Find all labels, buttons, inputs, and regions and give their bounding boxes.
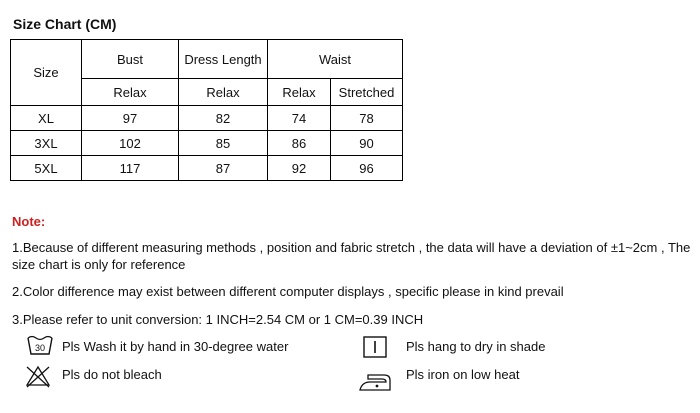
waist-relax-subheader: Relax — [268, 79, 331, 106]
waist-stretched-cell: 90 — [331, 131, 403, 156]
wash-temperature: 30 — [34, 343, 46, 353]
bust-cell: 102 — [82, 131, 179, 156]
bust-cell: 117 — [82, 156, 179, 181]
table-row — [11, 106, 403, 131]
iron-low-icon — [358, 370, 392, 399]
note-title: Note: — [12, 214, 46, 229]
hang-dry-icon — [363, 336, 387, 363]
note-item-1: 1.Because of different measuring methods , position and fabric stretch , the data will have a deviation of ±1~2cm , The size chart is only for reference — [12, 240, 691, 272]
size-header: Size — [11, 40, 82, 106]
care-wash-text: Pls Wash it by hand in 30-degree water — [62, 339, 289, 354]
page-title: Size Chart (CM) — [13, 16, 117, 32]
note-item-3: 3.Please refer to unit conversion: 1 INCH=2.54 CM or 1 CM=0.39 INCH — [12, 312, 424, 327]
dress-length-header: Dress Length — [179, 40, 268, 79]
waist-header: Waist — [268, 40, 403, 79]
size-cell: 3XL — [11, 131, 82, 156]
care-dry-text: Pls hang to dry in shade — [406, 339, 546, 354]
waist-relax-cell: 92 — [268, 156, 331, 181]
waist-stretched-cell: 78 — [331, 106, 403, 131]
no-bleach-icon — [24, 364, 52, 393]
waist-stretched-subheader: Stretched — [331, 79, 403, 106]
bust-cell: 97 — [82, 106, 179, 131]
size-cell: 5XL — [11, 156, 82, 181]
care-bleach-text: Pls do not bleach — [62, 367, 162, 382]
waist-relax-cell: 74 — [268, 106, 331, 131]
bust-header: Bust — [82, 40, 179, 79]
length-cell: 82 — [179, 106, 268, 131]
length-cell: 85 — [179, 131, 268, 156]
table-row — [11, 131, 403, 156]
hand-wash-icon — [26, 334, 54, 363]
length-subheader: Relax — [179, 79, 268, 106]
table-row — [11, 156, 403, 181]
length-cell: 87 — [179, 156, 268, 181]
note-item-2: 2.Color difference may exist between different computer displays , specific please in kind prevail — [12, 284, 564, 299]
waist-relax-cell: 86 — [268, 131, 331, 156]
table-header-row — [11, 40, 403, 79]
bust-subheader: Relax — [82, 79, 179, 106]
size-cell: XL — [11, 106, 82, 131]
waist-stretched-cell: 96 — [331, 156, 403, 181]
size-chart-table — [10, 39, 403, 181]
care-iron-text: Pls iron on low heat — [406, 367, 520, 382]
